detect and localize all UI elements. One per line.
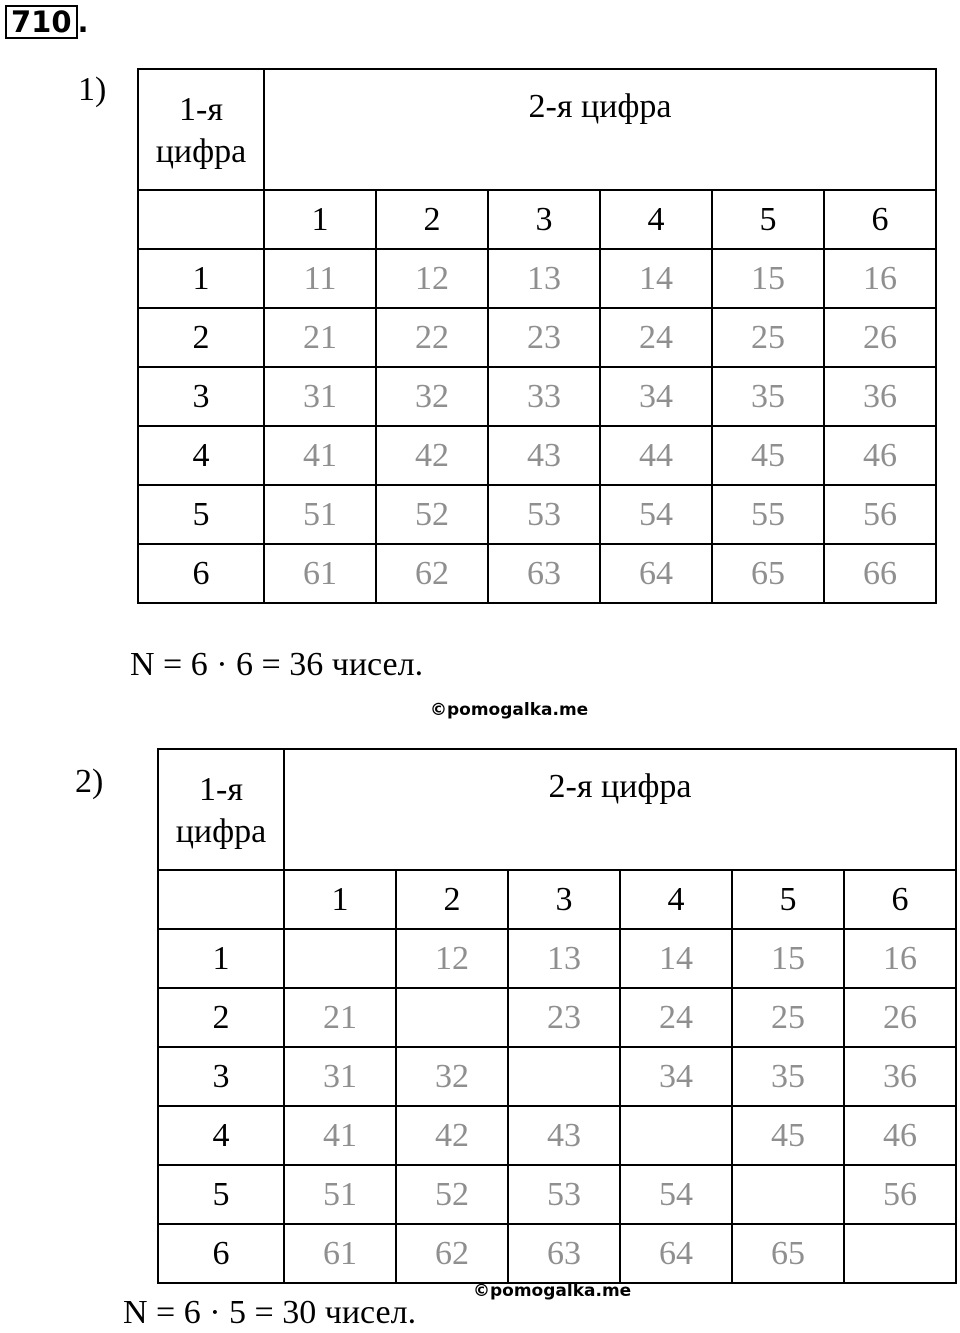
number-cell: 54: [600, 485, 712, 544]
watermark: ©pomogalka.me: [430, 700, 589, 720]
table-row: [158, 1165, 956, 1224]
number-cell: 12: [376, 249, 488, 308]
number-cell: 61: [284, 1224, 396, 1283]
column-digit: 4: [620, 870, 732, 929]
number-cell: 63: [508, 1224, 620, 1283]
number-cell: 45: [732, 1106, 844, 1165]
row-digit: 4: [138, 426, 264, 485]
number-cell: 64: [600, 544, 712, 603]
number-cell: 53: [508, 1165, 620, 1224]
number-cell: 31: [264, 367, 376, 426]
number-cell: 43: [508, 1106, 620, 1165]
number-cell: 45: [712, 426, 824, 485]
part2-result: N = 6 · 5 = 30 чисел.: [123, 1294, 417, 1331]
number-cell: 15: [732, 929, 844, 988]
number-cell: 34: [620, 1047, 732, 1106]
number-cell: 54: [620, 1165, 732, 1224]
number-cell: 23: [508, 988, 620, 1047]
number-cell: [732, 1165, 844, 1224]
number-cell: 41: [264, 426, 376, 485]
number-cell: 64: [620, 1224, 732, 1283]
number-cell: 23: [488, 308, 600, 367]
corner-cell: [158, 870, 284, 929]
column-digit: 4: [600, 190, 712, 249]
first-digit-header: 1-я цифра: [138, 69, 264, 190]
number-cell: 31: [284, 1047, 396, 1106]
number-cell: 63: [488, 544, 600, 603]
table-row: [138, 249, 936, 308]
number-cell: 46: [844, 1106, 956, 1165]
number-cell: 36: [844, 1047, 956, 1106]
column-digit: 2: [376, 190, 488, 249]
column-digit: 5: [732, 870, 844, 929]
part1-result: N = 6 · 6 = 36 чисел.: [130, 646, 424, 683]
number-cell: 51: [284, 1165, 396, 1224]
number-cell: 55: [712, 485, 824, 544]
row-digit: 1: [158, 929, 284, 988]
number-cell: 24: [620, 988, 732, 1047]
table-row: [158, 988, 956, 1047]
first-digit-header: 1-я цифра: [158, 749, 284, 870]
second-digit-header: 2-я цифра: [264, 69, 936, 190]
row-digit: 4: [158, 1106, 284, 1165]
number-cell: [620, 1106, 732, 1165]
number-cell: 41: [284, 1106, 396, 1165]
problem-number-box: 710: [5, 5, 78, 39]
table-row: [138, 367, 936, 426]
part2-table: [157, 748, 957, 1284]
table-row: [138, 308, 936, 367]
number-cell: 65: [732, 1224, 844, 1283]
problem-number: [5, 5, 89, 39]
number-cell: [508, 1047, 620, 1106]
number-cell: 24: [600, 308, 712, 367]
number-cell: 51: [264, 485, 376, 544]
row-digit: 3: [138, 367, 264, 426]
problem-number-suffix: .: [77, 5, 89, 39]
number-cell: 36: [824, 367, 936, 426]
number-cell: 42: [396, 1106, 508, 1165]
part2-label: 2): [75, 763, 104, 800]
number-cell: 62: [396, 1224, 508, 1283]
table-row: [138, 426, 936, 485]
number-cell: 14: [600, 249, 712, 308]
number-cell: 42: [376, 426, 488, 485]
table-row: [138, 544, 936, 603]
number-cell: 16: [844, 929, 956, 988]
column-digit: 2: [396, 870, 508, 929]
number-cell: 15: [712, 249, 824, 308]
number-cell: 12: [396, 929, 508, 988]
column-digit: 6: [844, 870, 956, 929]
number-cell: 66: [824, 544, 936, 603]
row-digit: 1: [138, 249, 264, 308]
number-cell: 32: [396, 1047, 508, 1106]
number-cell: 22: [376, 308, 488, 367]
number-cell: 61: [264, 544, 376, 603]
row-digit: 2: [158, 988, 284, 1047]
number-cell: 21: [284, 988, 396, 1047]
number-cell: 43: [488, 426, 600, 485]
part1-label: 1): [78, 71, 107, 108]
column-digit: 1: [284, 870, 396, 929]
number-cell: 26: [824, 308, 936, 367]
number-cell: 56: [824, 485, 936, 544]
corner-cell: [138, 190, 264, 249]
column-digit: 1: [264, 190, 376, 249]
table-row: [158, 1106, 956, 1165]
number-cell: 35: [732, 1047, 844, 1106]
number-cell: 21: [264, 308, 376, 367]
watermark: ©pomogalka.me: [473, 1281, 632, 1301]
row-digit: 5: [138, 485, 264, 544]
column-digit: 3: [508, 870, 620, 929]
number-cell: 35: [712, 367, 824, 426]
number-cell: [284, 929, 396, 988]
row-digit: 6: [138, 544, 264, 603]
column-digit: 3: [488, 190, 600, 249]
number-cell: 34: [600, 367, 712, 426]
number-cell: 25: [712, 308, 824, 367]
second-digit-header: 2-я цифра: [284, 749, 956, 870]
number-cell: 56: [844, 1165, 956, 1224]
row-digit: 2: [138, 308, 264, 367]
number-cell: 16: [824, 249, 936, 308]
number-cell: 62: [376, 544, 488, 603]
table-row: [158, 1224, 956, 1283]
table-row: [158, 929, 956, 988]
number-cell: 11: [264, 249, 376, 308]
number-cell: 46: [824, 426, 936, 485]
number-cell: [396, 988, 508, 1047]
row-digit: 5: [158, 1165, 284, 1224]
table-row: [158, 1047, 956, 1106]
part1-table: [137, 68, 937, 604]
number-cell: 26: [844, 988, 956, 1047]
number-cell: 52: [376, 485, 488, 544]
number-cell: 53: [488, 485, 600, 544]
number-cell: 14: [620, 929, 732, 988]
number-cell: [844, 1224, 956, 1283]
number-cell: 33: [488, 367, 600, 426]
column-digit: 5: [712, 190, 824, 249]
number-cell: 65: [712, 544, 824, 603]
number-cell: 44: [600, 426, 712, 485]
number-cell: 52: [396, 1165, 508, 1224]
number-cell: 13: [508, 929, 620, 988]
table-row: [138, 485, 936, 544]
row-digit: 6: [158, 1224, 284, 1283]
row-digit: 3: [158, 1047, 284, 1106]
number-cell: 25: [732, 988, 844, 1047]
column-digit: 6: [824, 190, 936, 249]
number-cell: 32: [376, 367, 488, 426]
number-cell: 13: [488, 249, 600, 308]
